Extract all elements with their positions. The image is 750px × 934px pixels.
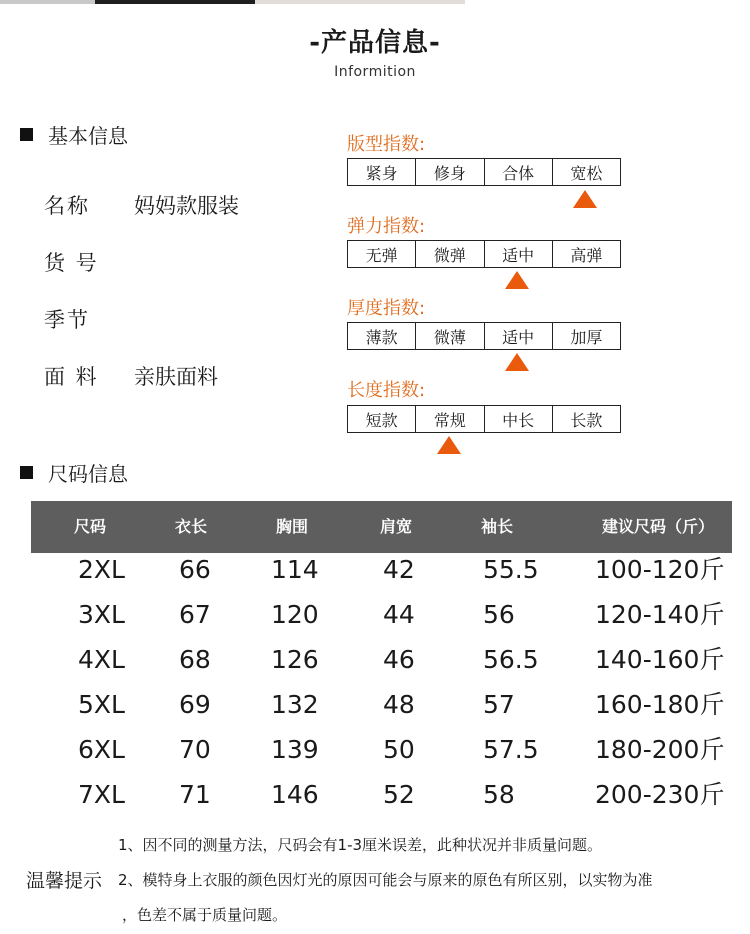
table-row [31,547,732,592]
table-cell: 66 [179,555,211,584]
info-value: 妈妈款服装 [134,194,239,218]
square-bullet-icon [20,466,33,479]
square-bullet-icon [20,128,33,141]
table-cell: 146 [271,780,319,809]
info-value: 亲肤面料 [134,365,218,389]
length-selected-marker-icon [437,436,461,454]
scale-option: 微弹 [416,241,484,267]
thickness-index-scale [347,322,621,350]
size-info-heading [20,458,128,487]
table-cell: 48 [383,690,415,719]
table-cell: 56 [483,600,515,629]
table-cell: 6XL [78,735,125,764]
length-index-label: 长度指数: [347,380,426,401]
info-row-item-no [44,247,134,277]
top-photo-strip [0,0,750,4]
size-info-heading-text: 尺码信息 [48,462,128,486]
column-header: 衣长 [175,517,208,536]
table-cell: 3XL [78,600,125,629]
table-cell: 57.5 [483,735,539,764]
column-header: 尺码 [74,517,107,536]
scale-option: 中长 [485,406,553,432]
scale-option: 常规 [416,406,484,432]
table-cell: 68 [179,645,211,674]
table-cell: 7XL [78,780,125,809]
table-cell: 120-140斤 [595,600,725,629]
scale-option: 微薄 [416,323,484,349]
table-cell: 67 [179,600,211,629]
tip-line-3: ，色差不属于质量问题。 [122,906,288,924]
scale-option: 修身 [416,159,484,185]
table-cell: 4XL [78,645,125,674]
scale-option: 薄款 [348,323,416,349]
scale-option: 短款 [348,406,416,432]
page-title: -产品信息- [309,28,441,58]
table-cell: 46 [383,645,415,674]
table-row [31,592,732,637]
table-cell: 2XL [78,555,125,584]
photo-edge-left [0,0,95,4]
table-cell: 139 [271,735,319,764]
info-row-name [44,190,239,220]
photo-edge-mid [95,0,255,4]
tips-title: 温馨提示 [26,870,103,892]
basic-info-heading-text: 基本信息 [48,124,128,148]
table-cell: 58 [483,780,515,809]
table-cell: 42 [383,555,415,584]
info-key: 货 号 [44,251,99,275]
elasticity-index-label: 弹力指数: [347,216,426,237]
thickness-index-label: 厚度指数: [347,298,426,319]
table-cell: 120 [271,600,319,629]
fit-index-label: 版型指数: [347,134,426,155]
fit-selected-marker-icon [573,190,597,208]
table-cell: 52 [383,780,415,809]
basic-info-heading [20,120,128,149]
info-row-season [44,304,134,334]
column-header: 建议尺码（斤） [602,517,715,536]
table-cell: 56.5 [483,645,539,674]
scale-option: 紧身 [348,159,416,185]
table-cell: 114 [271,555,319,584]
column-header: 袖长 [481,517,514,536]
table-cell: 180-200斤 [595,735,725,764]
table-cell: 71 [179,780,211,809]
scale-option: 高弹 [570,245,603,265]
elasticity-selected-marker-icon [505,271,529,289]
info-key: 面 料 [44,365,99,389]
scale-option: 长款 [570,410,603,430]
table-cell: 44 [383,600,415,629]
scale-option: 无弹 [348,241,416,267]
column-header: 胸围 [276,517,309,536]
elasticity-index-scale [347,240,621,268]
table-cell: 55.5 [483,555,539,584]
info-key: 名称 [44,194,90,218]
photo-edge-right [255,0,465,4]
tip-line-2: 2、模特身上衣服的颜色因灯光的原因可能会与原来的原色有所区别，以实物为准 [118,871,653,889]
table-cell: 69 [179,690,211,719]
tip-line-1: 1、因不同的测量方法，尺码会有1-3厘米误差，此种状况并非质量问题。 [118,836,603,854]
table-cell: 57 [483,690,515,719]
scale-option: 合体 [485,159,553,185]
table-cell: 100-120斤 [595,555,725,584]
page-subtitle: Informition [334,64,416,80]
table-cell: 70 [179,735,211,764]
scale-option: 适中 [485,323,553,349]
table-row [31,727,732,772]
scale-option: 适中 [485,241,553,267]
info-row-fabric [44,361,218,391]
table-row [31,772,732,817]
table-cell: 200-230斤 [595,780,725,809]
table-cell: 140-160斤 [595,645,725,674]
length-index-scale [347,405,621,433]
table-cell: 50 [383,735,415,764]
size-table-header [31,501,732,553]
scale-option: 加厚 [570,327,603,347]
thickness-selected-marker-icon [505,353,529,371]
table-row [31,682,732,727]
table-cell: 5XL [78,690,125,719]
table-cell: 132 [271,690,319,719]
scale-option: 宽松 [570,163,603,183]
table-cell: 126 [271,645,319,674]
info-key: 季节 [44,308,90,332]
fit-index-scale [347,158,621,186]
column-header: 肩宽 [380,517,413,536]
table-cell: 160-180斤 [595,690,725,719]
table-row [31,637,732,682]
